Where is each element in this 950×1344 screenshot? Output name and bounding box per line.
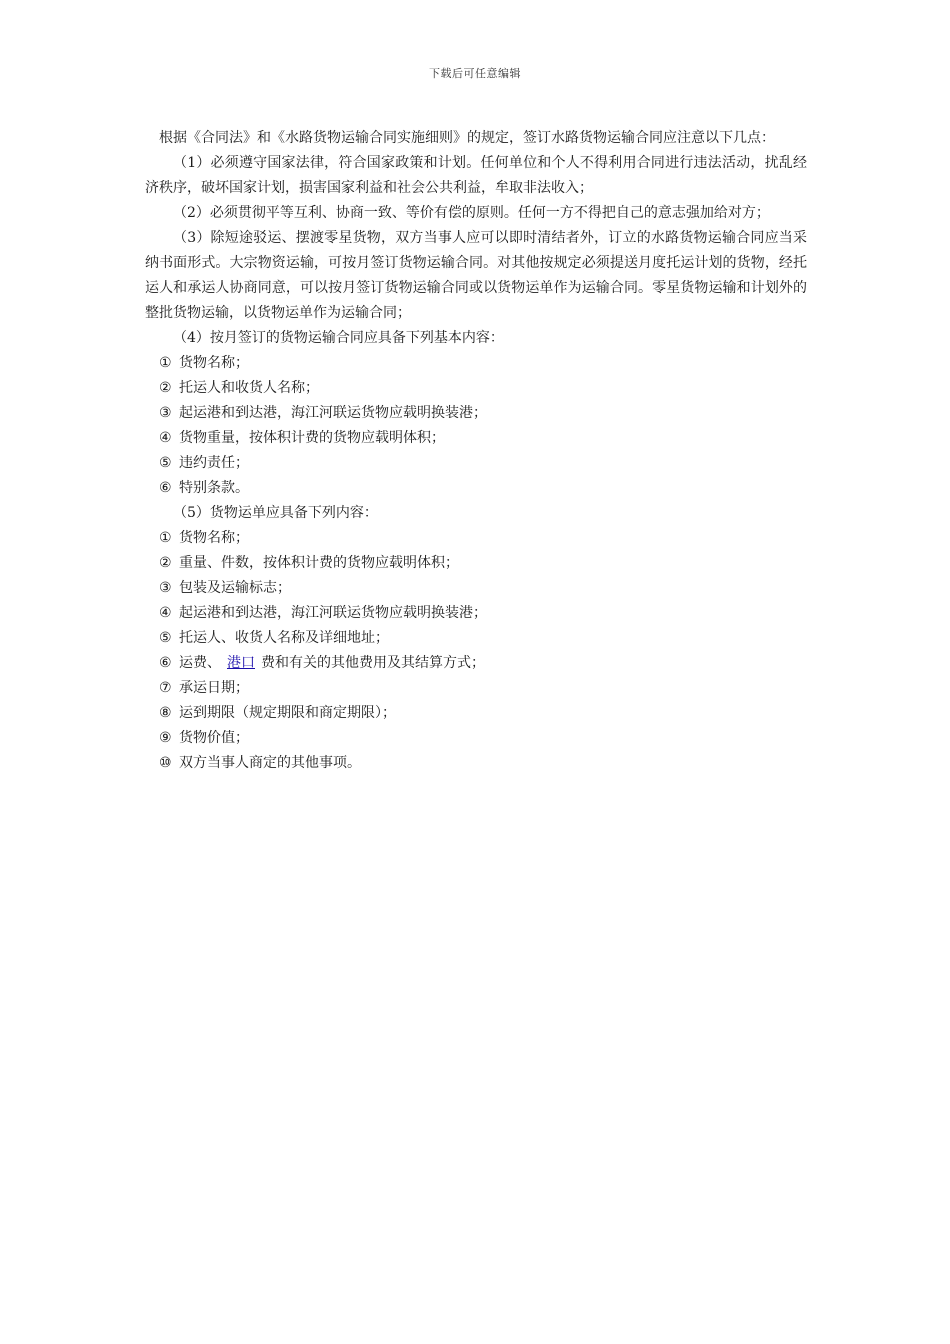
waybill-list: [145, 526, 807, 776]
page-header: 下载后可任意编辑: [429, 67, 521, 80]
list-item: ⑥ 运费、 港口 费和有关的其他费用及其结算方式；: [159, 655, 485, 671]
monthly-contract-list: [145, 351, 807, 501]
list-item: ⑧ 运到期限（规定期限和商定期限）；: [159, 705, 396, 721]
list-item: ② 重量、件数，按体积计费的货物应载明体积；: [159, 555, 459, 571]
list-item: ① 货物名称；: [159, 355, 249, 371]
point-2: （2）必须贯彻平等互利、协商一致、等价有偿的原则。任何一方不得把自己的意志强加给对方；: [173, 205, 770, 221]
list-item: ⑤ 托运人、收货人名称及详细地址；: [159, 630, 389, 646]
list-item: ② 托运人和收货人名称；: [159, 380, 319, 396]
port-link[interactable]: 港口: [227, 655, 255, 671]
list-item: ④ 货物重量，按体积计费的货物应载明体积；: [159, 430, 445, 446]
point-3: （3）除短途驳运、摆渡零星货物，双方当事人应可以即时清结者外，订立的水路货物运输合同应当采纳书面形式。大宗物资运输，可按月签订货物运输合同。对其他按规定必须提送月度托运计划的货物，经托运人和承运人协商同意，可以按月签订货物运输合同或以货物运单作为运输合同。零星货物运输和计划外的整批货物运输，以货物运单作为运输合同；: [145, 230, 807, 321]
list-item: ⑥ 特别条款。: [159, 480, 249, 496]
document-body: [145, 126, 807, 776]
point-1: （1）必须遵守国家法律，符合国家政策和计划。任何单位和个人不得利用合同进行违法活动，扰乱经济秩序，破坏国家计划，损害国家利益和社会公共利益，牟取非法收入；: [145, 155, 807, 196]
list-item: ⑦ 承运日期；: [159, 680, 249, 696]
list-item: ③ 包装及运输标志；: [159, 580, 291, 596]
point-4: （4）按月签订的货物运输合同应具备下列基本内容：: [173, 330, 504, 346]
intro-paragraph: 根据《合同法》和《水路货物运输合同实施细则》的规定，签订水路货物运输合同应注意以下几点：: [159, 130, 775, 146]
list-item: ④ 起运港和到达港，海江河联运货物应载明换装港；: [159, 605, 487, 621]
list-item: ③ 起运港和到达港，海江河联运货物应载明换装港；: [159, 405, 487, 421]
list-item: ① 货物名称；: [159, 530, 249, 546]
list-item: ⑤ 违约责任；: [159, 455, 249, 471]
list-item: ⑨ 货物价值；: [159, 730, 249, 746]
list-item: ⑩ 双方当事人商定的其他事项。: [159, 755, 361, 771]
point-5: （5）货物运单应具备下列内容：: [173, 505, 378, 521]
